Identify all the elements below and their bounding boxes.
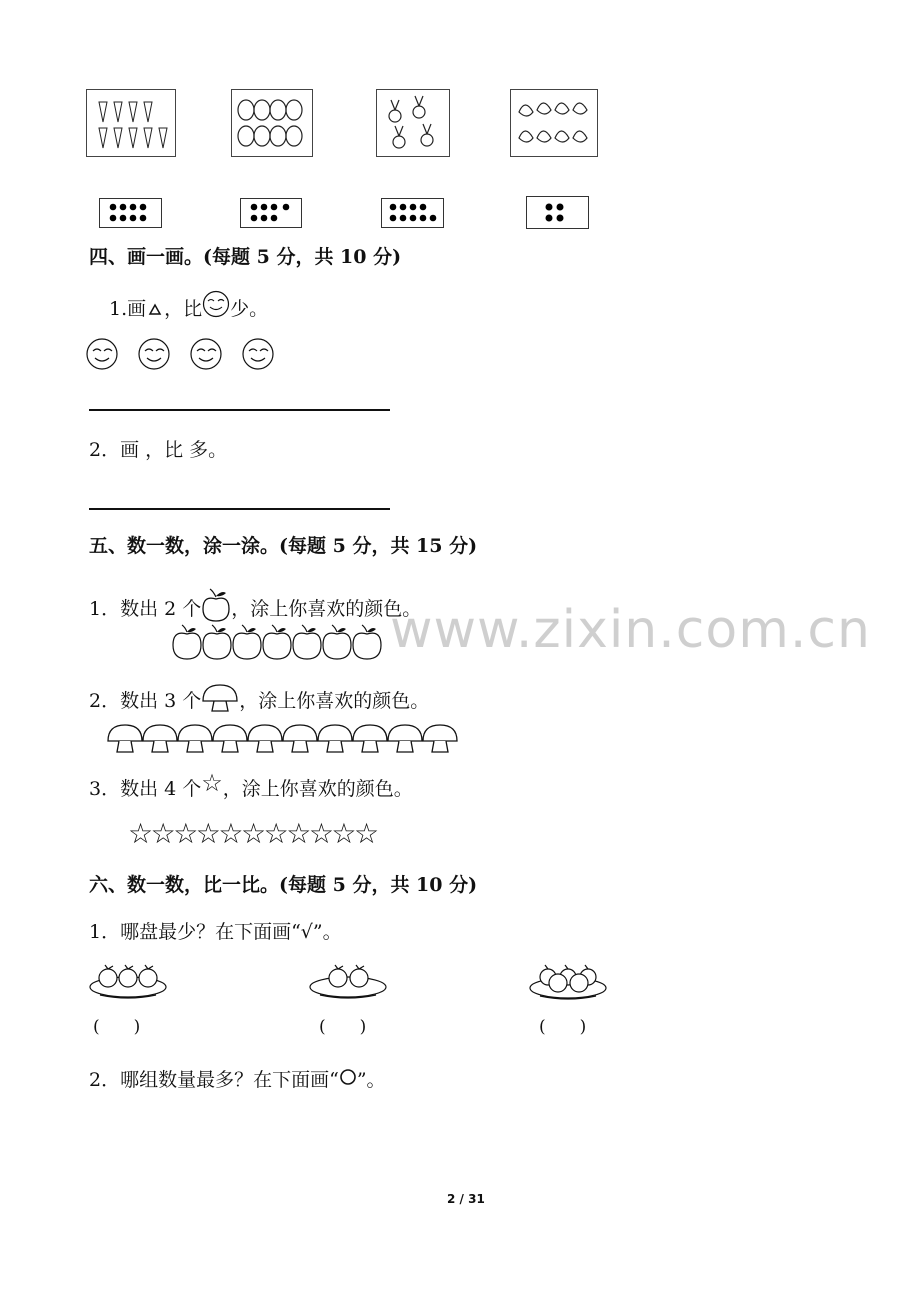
answer-paren-1: ( ) [93,1017,141,1037]
answer-paren-2: ( ) [319,1017,367,1037]
answer-line-2 [89,508,390,510]
page-number: 2 / 31 [447,1192,485,1206]
radish-picture-box [376,89,450,157]
question-6-2-prefix: 2．哪组数量最多？在下面画“ [89,1069,339,1091]
pepper-icon [232,90,312,156]
radish-icon [377,90,449,156]
dot-box-4 [526,196,589,229]
question-5-2-suffix: ，涂上你喜欢的颜色。 [239,690,430,712]
question-5-3 [89,769,413,801]
circle-icon [339,1068,357,1086]
question-6-2 [89,1068,386,1092]
dot-box-8 [99,198,162,228]
question-5-3-suffix: ，涂上你喜欢的颜色。 [222,778,413,800]
smiley-icon [202,290,230,318]
question-5-1 [89,587,421,621]
mushroom-row [106,721,466,759]
question-5-1-prefix: 1．数出 2 个 [89,598,202,620]
question-6-1: 1．哪盘最少？在下面画“√”。 [89,921,342,943]
section-4-title: 四、画一画。(每题 5 分，共 10 分) [89,246,402,268]
cabbage-picture-box [510,89,598,157]
apple-icon [201,587,231,623]
question-4-1-suffix: 少。 [230,298,269,320]
section-6-title: 六、数一数，比一比。(每题 5 分，共 10 分) [89,874,478,896]
question-4-1-mid: ，比 [164,298,203,320]
plate-3-apples [88,963,170,1003]
dot-box-7 [240,198,302,228]
smiley-row [85,337,285,371]
apple-row [171,622,391,662]
watermark: www.zixin.com.cn [390,600,871,660]
question-4-1-prefix: 1.画 [109,298,147,320]
triangle-icon [148,302,162,316]
carrot-picture-box [86,89,176,157]
pepper-picture-box [231,89,313,157]
answer-line-1 [89,409,390,411]
star-icon: ☆ [201,769,223,797]
star-row: ☆☆☆☆☆☆☆☆☆☆☆ [128,817,377,850]
question-5-2 [89,683,429,713]
plate-2-apples [308,963,390,1003]
question-5-1-suffix: ，涂上你喜欢的颜色。 [231,598,422,620]
dot-box-9 [381,198,444,228]
plate-4-apples [528,963,610,1003]
question-5-2-prefix: 2．数出 3 个 [89,690,202,712]
mushroom-icon [201,683,239,715]
carrot-icon [87,90,175,156]
question-4-2: 2．画 ，比 多。 [89,439,228,461]
question-6-2-suffix: ”。 [356,1069,386,1091]
question-4-1 [109,297,268,321]
section-5-title: 五、数一数，涂一涂。(每题 5 分，共 15 分) [89,535,478,557]
question-5-3-prefix: 3．数出 4 个 [89,778,202,800]
cabbage-icon [511,90,597,156]
answer-paren-3: ( ) [539,1017,587,1037]
